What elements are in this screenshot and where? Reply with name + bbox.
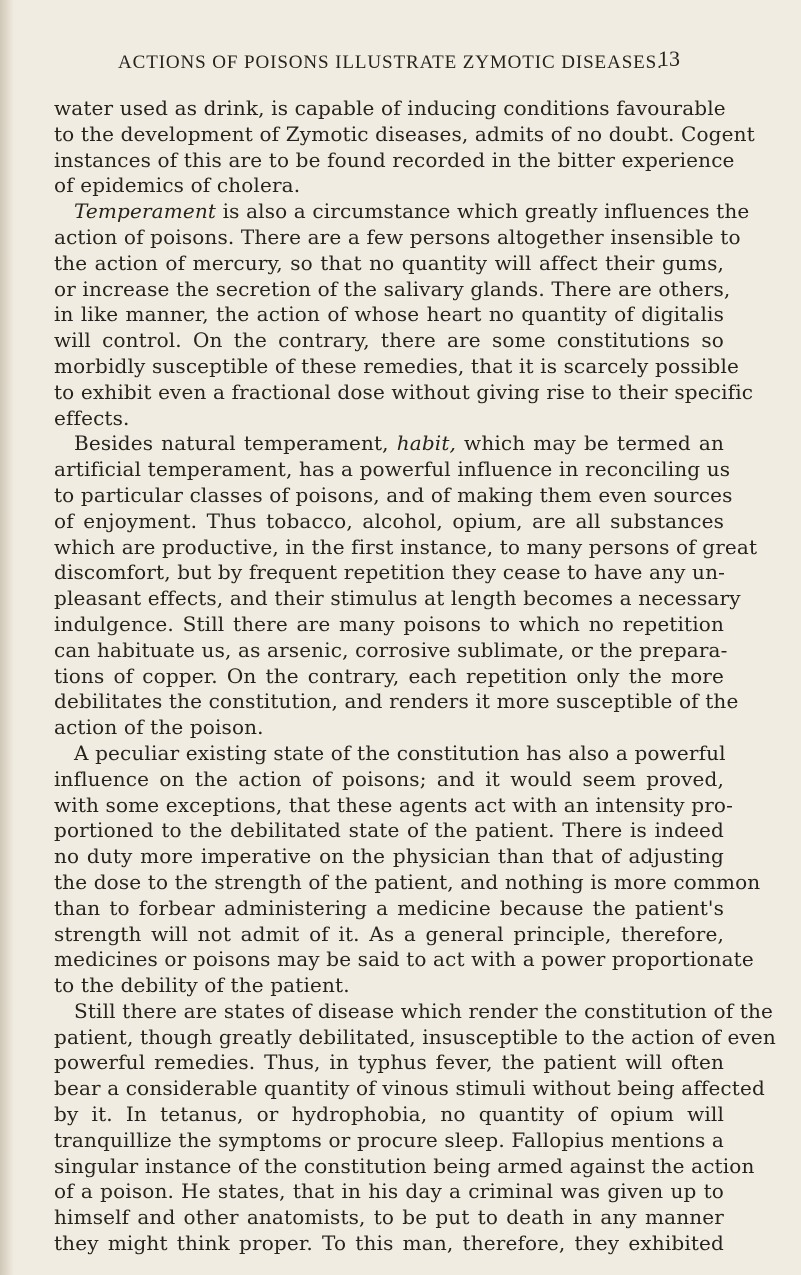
text-line: to exhibit even a fractional dose without giving rise to their specific xyxy=(54,379,754,404)
text-line: to the debility of the patient. xyxy=(54,973,350,998)
running-head: ACTIONS OF POISONS ILLUSTRATE ZYMOTIC DISEASES. xyxy=(118,52,663,73)
text-line: can habituate us, as arsenic, corrosive sublimate, or the prepara- xyxy=(54,637,728,662)
text-line: they might think proper. To this man, therefore, they exhibited xyxy=(54,1231,724,1256)
page-gutter-shadow xyxy=(0,0,14,1275)
text-line: to the development of Zymotic diseases, admits of no doubt. Cogent xyxy=(54,121,755,146)
text-line: will control. On the contrary, there are some constitutions so xyxy=(54,328,724,353)
body-text xyxy=(54,96,776,1257)
text-line: in like manner, the action of whose heart no quantity of digitalis xyxy=(54,302,724,327)
text-line: no duty more imperative on the physician than that of adjusting xyxy=(54,844,724,869)
text-line: artificial temperament, has a powerful influence in reconciling us xyxy=(54,457,731,482)
text-line: than to forbear administering a medicine because the patient's xyxy=(54,895,724,920)
text-line: tions of copper. On the contrary, each repetition only the more xyxy=(54,663,724,688)
text-line: of enjoyment. Thus tobacco, alcohol, opium, are all substances xyxy=(54,508,724,533)
text-line: bear a considerable quantity of vinous stimuli without being affected xyxy=(54,1076,765,1101)
text-line: himself and other anatomists, to be put to death in any manner xyxy=(54,1205,724,1230)
text-line: tranquillize the symptoms or procure sleep. Fallopius mentions a xyxy=(54,1127,724,1152)
text-line: to particular classes of poisons, and of making them even sources xyxy=(54,482,733,507)
page-number: 13 xyxy=(658,46,680,71)
text-line: which are productive, in the first instance, to many persons of great xyxy=(54,534,758,559)
text-line: portioned to the debilitated state of the patient. There is indeed xyxy=(54,818,724,843)
text-line: of a poison. He states, that in his day a criminal was given up to xyxy=(54,1179,724,1204)
text-line: by it. In tetanus, or hydrophobia, no quantity of opium will xyxy=(54,1102,724,1127)
text-line: influence on the action of poisons; and it would seem proved, xyxy=(54,766,724,791)
text-line: the dose to the strength of the patient, and nothing is more common xyxy=(54,869,761,894)
text-line: instances of this are to be found recorded in the bitter experience xyxy=(54,147,735,172)
text-line: singular instance of the constitution being armed against the action xyxy=(54,1153,755,1178)
text-line: pleasant effects, and their stimulus at length becomes a necessary xyxy=(54,586,741,611)
text-line: action of poisons. There are a few persons altogether insensible to xyxy=(54,224,741,249)
text-line: the action of mercury, so that no quantity will affect their gums, xyxy=(54,250,724,275)
text-line: powerful remedies. Thus, in typhus fever, the patient will often xyxy=(54,1050,724,1075)
text-line: effects. xyxy=(54,405,130,430)
text-line: action of the poison. xyxy=(54,715,264,740)
text-line: indulgence. Still there are many poisons to which no repetition xyxy=(54,611,724,636)
text-line: Still there are states of disease which render the constitution of the xyxy=(74,998,773,1023)
text-line: debilitates the constitution, and renders it more susceptible of the xyxy=(54,689,739,714)
text-line: water used as drink, is capable of inducing conditions favourable xyxy=(54,96,726,120)
text-line: discomfort, but by frequent repetition they cease to have any un- xyxy=(54,560,726,585)
text-line: morbidly susceptible of these remedies, that it is scarcely possible xyxy=(54,353,740,378)
text-line: strength will not admit of it. As a general principle, therefore, xyxy=(54,921,724,946)
text-line: medicines or poisons may be said to act with a power proportionate xyxy=(54,947,754,972)
text-line: of epidemics of cholera. xyxy=(54,173,301,198)
text-line: patient, though greatly debilitated, insusceptible to the action of even xyxy=(54,1024,776,1049)
text-line: A peculiar existing state of the constitution has also a powerful xyxy=(74,740,726,765)
text-line: Temperament is also a circumstance which greatly influences the xyxy=(74,199,750,224)
text-line: or increase the secretion of the salivary glands. There are others, xyxy=(54,276,731,301)
text-line: Besides natural temperament, habit, which may be termed an xyxy=(74,431,724,456)
text-line: with some exceptions, that these agents act with an intensity pro- xyxy=(54,792,734,817)
